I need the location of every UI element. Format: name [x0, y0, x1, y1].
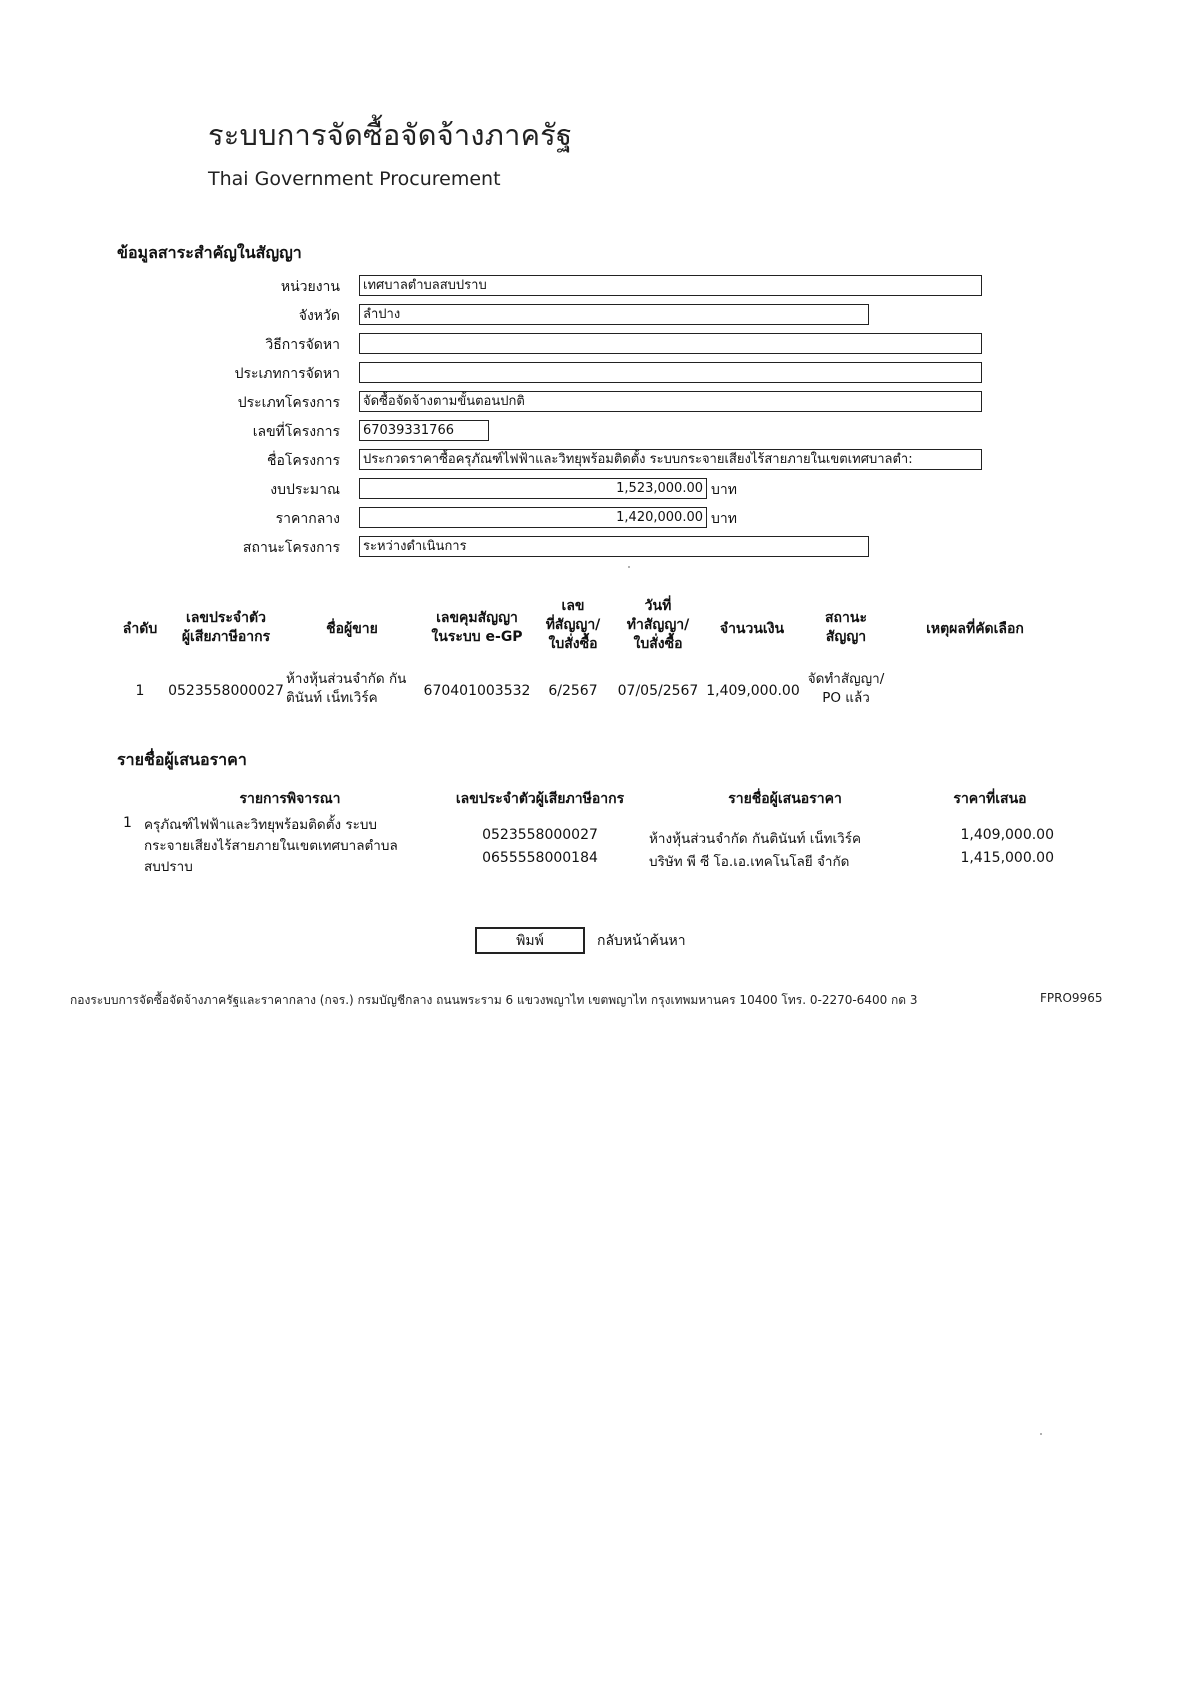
- project-number-label: เลขที่โครงการ: [252, 424, 340, 440]
- col-header-egp-no: เลขคุมสัญญา ในระบบ e-GP: [431, 610, 523, 645]
- col-header-contract-no: เลข ที่สัญญา/ ใบสั่งซื้อ: [545, 598, 601, 652]
- project-name-field: ประกวดราคาซื้อครุภัณฑ์ไฟฟ้าและวิทยุพร้อมติดตั้ง ระบบกระจายเสียงไร้สายภายในเขตเทศบาลตำ:: [359, 449, 982, 470]
- project-type-field: จัดซื้อจัดจ้างตามขั้นตอนปกติ: [359, 391, 982, 412]
- col-header-no: ลำดับ: [122, 621, 158, 637]
- row-amount: 1,409,000.00: [706, 683, 800, 699]
- province-field: ลำปาง: [359, 304, 869, 325]
- budget-label: งบประมาณ: [270, 482, 340, 498]
- row-tax-id: 0523558000027: [168, 683, 284, 699]
- budget-field: 1,523,000.00: [359, 478, 707, 499]
- bid-header-item: รายการพิจารณา: [239, 791, 341, 807]
- procurement-type-field: [359, 362, 982, 383]
- bidder-name: ห้างหุ้นส่วนจำกัด กันตินันท์ เน็ทเวิร์ค: [649, 831, 862, 847]
- median-price-unit: บาท: [711, 511, 737, 527]
- col-header-tax-id: เลขประจำตัว ผู้เสียภาษีอากร: [181, 610, 271, 645]
- bidder-tax-id: 0655558000184: [482, 850, 598, 866]
- page-title-english: Thai Government Procurement: [208, 168, 501, 190]
- procurement-method-label: วิธีการจัดหา: [265, 337, 340, 353]
- col-header-status: สถานะ สัญญา: [825, 610, 867, 645]
- row-egp-no: 670401003532: [423, 683, 531, 699]
- median-price-label: ราคากลาง: [275, 511, 340, 527]
- row-contract-no: 6/2567: [548, 683, 598, 699]
- scan-speck: [628, 566, 630, 568]
- bidder-price: 1,415,000.00: [960, 850, 1054, 866]
- scan-speck: [1040, 1433, 1042, 1435]
- col-header-amount: จำนวนเงิน: [719, 621, 785, 637]
- bidder-name: บริษัท พี ซี โอ.เอ.เทคโนโลยี จำกัด: [649, 854, 850, 870]
- bidder-price: 1,409,000.00: [960, 827, 1054, 843]
- bid-header-bidder: รายชื่อผู้เสนอราคา: [728, 791, 842, 807]
- row-status: จัดทำสัญญา/ PO แล้ว: [807, 671, 885, 706]
- back-to-search-link[interactable]: กลับหน้าค้นหา: [597, 933, 686, 949]
- print-button[interactable]: พิมพ์: [475, 927, 585, 954]
- page-code: FPRO9965: [1040, 991, 1103, 1005]
- agency-label: หน่วยงาน: [280, 279, 340, 295]
- bidder-tax-id: 0523558000027: [482, 827, 598, 843]
- agency-field: เทศบาลตำบลสบปราบ: [359, 275, 982, 296]
- contract-section-title: ข้อมูลสาระสำคัญในสัญญา: [117, 243, 302, 262]
- project-status-field: ระหว่างดำเนินการ: [359, 536, 869, 557]
- project-type-label: ประเภทโครงการ: [237, 395, 340, 411]
- bid-item-desc: ครุภัณฑ์ไฟฟ้าและวิทยุพร้อมติดตั้ง ระบบ กระจายเสียงไร้สายภายในเขตเทศบาลตำบล สบปราบ: [144, 817, 398, 875]
- bid-item-no: 1: [123, 815, 132, 831]
- bid-header-price: ราคาที่เสนอ: [953, 791, 1027, 807]
- project-name-label: ชื่อโครงการ: [266, 453, 340, 469]
- province-label: จังหวัด: [298, 308, 340, 324]
- project-status-label: สถานะโครงการ: [242, 540, 340, 556]
- col-header-date: วันที่ ทำสัญญา/ ใบสั่งซื้อ: [626, 598, 690, 652]
- col-header-reason: เหตุผลที่คัดเลือก: [926, 621, 1024, 637]
- project-number-field: 67039331766: [359, 420, 489, 441]
- page-title-thai: ระบบการจัดซื้อจัดจ้างภาครัฐ: [208, 118, 573, 152]
- median-price-field: 1,420,000.00: [359, 507, 707, 528]
- footer-address: กองระบบการจัดซื้อจัดจ้างภาครัฐและราคากลาง (กจร.) กรมบัญชีกลาง ถนนพระราม 6 แขวงพญาไท เขตพญาไท กรุงเทพมหานคร 10400 โทร. 0-2270-6400 กด 3: [70, 993, 918, 1007]
- row-vendor: ห้างหุ้นส่วนจำกัด กัน ตินันท์ เน็ทเวิร์ค: [286, 671, 407, 706]
- row-date: 07/05/2567: [617, 683, 699, 699]
- row-no: 1: [135, 683, 145, 699]
- budget-unit: บาท: [711, 482, 737, 498]
- bid-header-tax-id: เลขประจำตัวผู้เสียภาษีอากร: [455, 791, 625, 807]
- col-header-vendor: ชื่อผู้ขาย: [326, 621, 378, 637]
- procurement-method-field: [359, 333, 982, 354]
- procurement-type-label: ประเภทการจัดหา: [234, 366, 340, 382]
- bidders-section-title: รายชื่อผู้เสนอราคา: [117, 750, 247, 769]
